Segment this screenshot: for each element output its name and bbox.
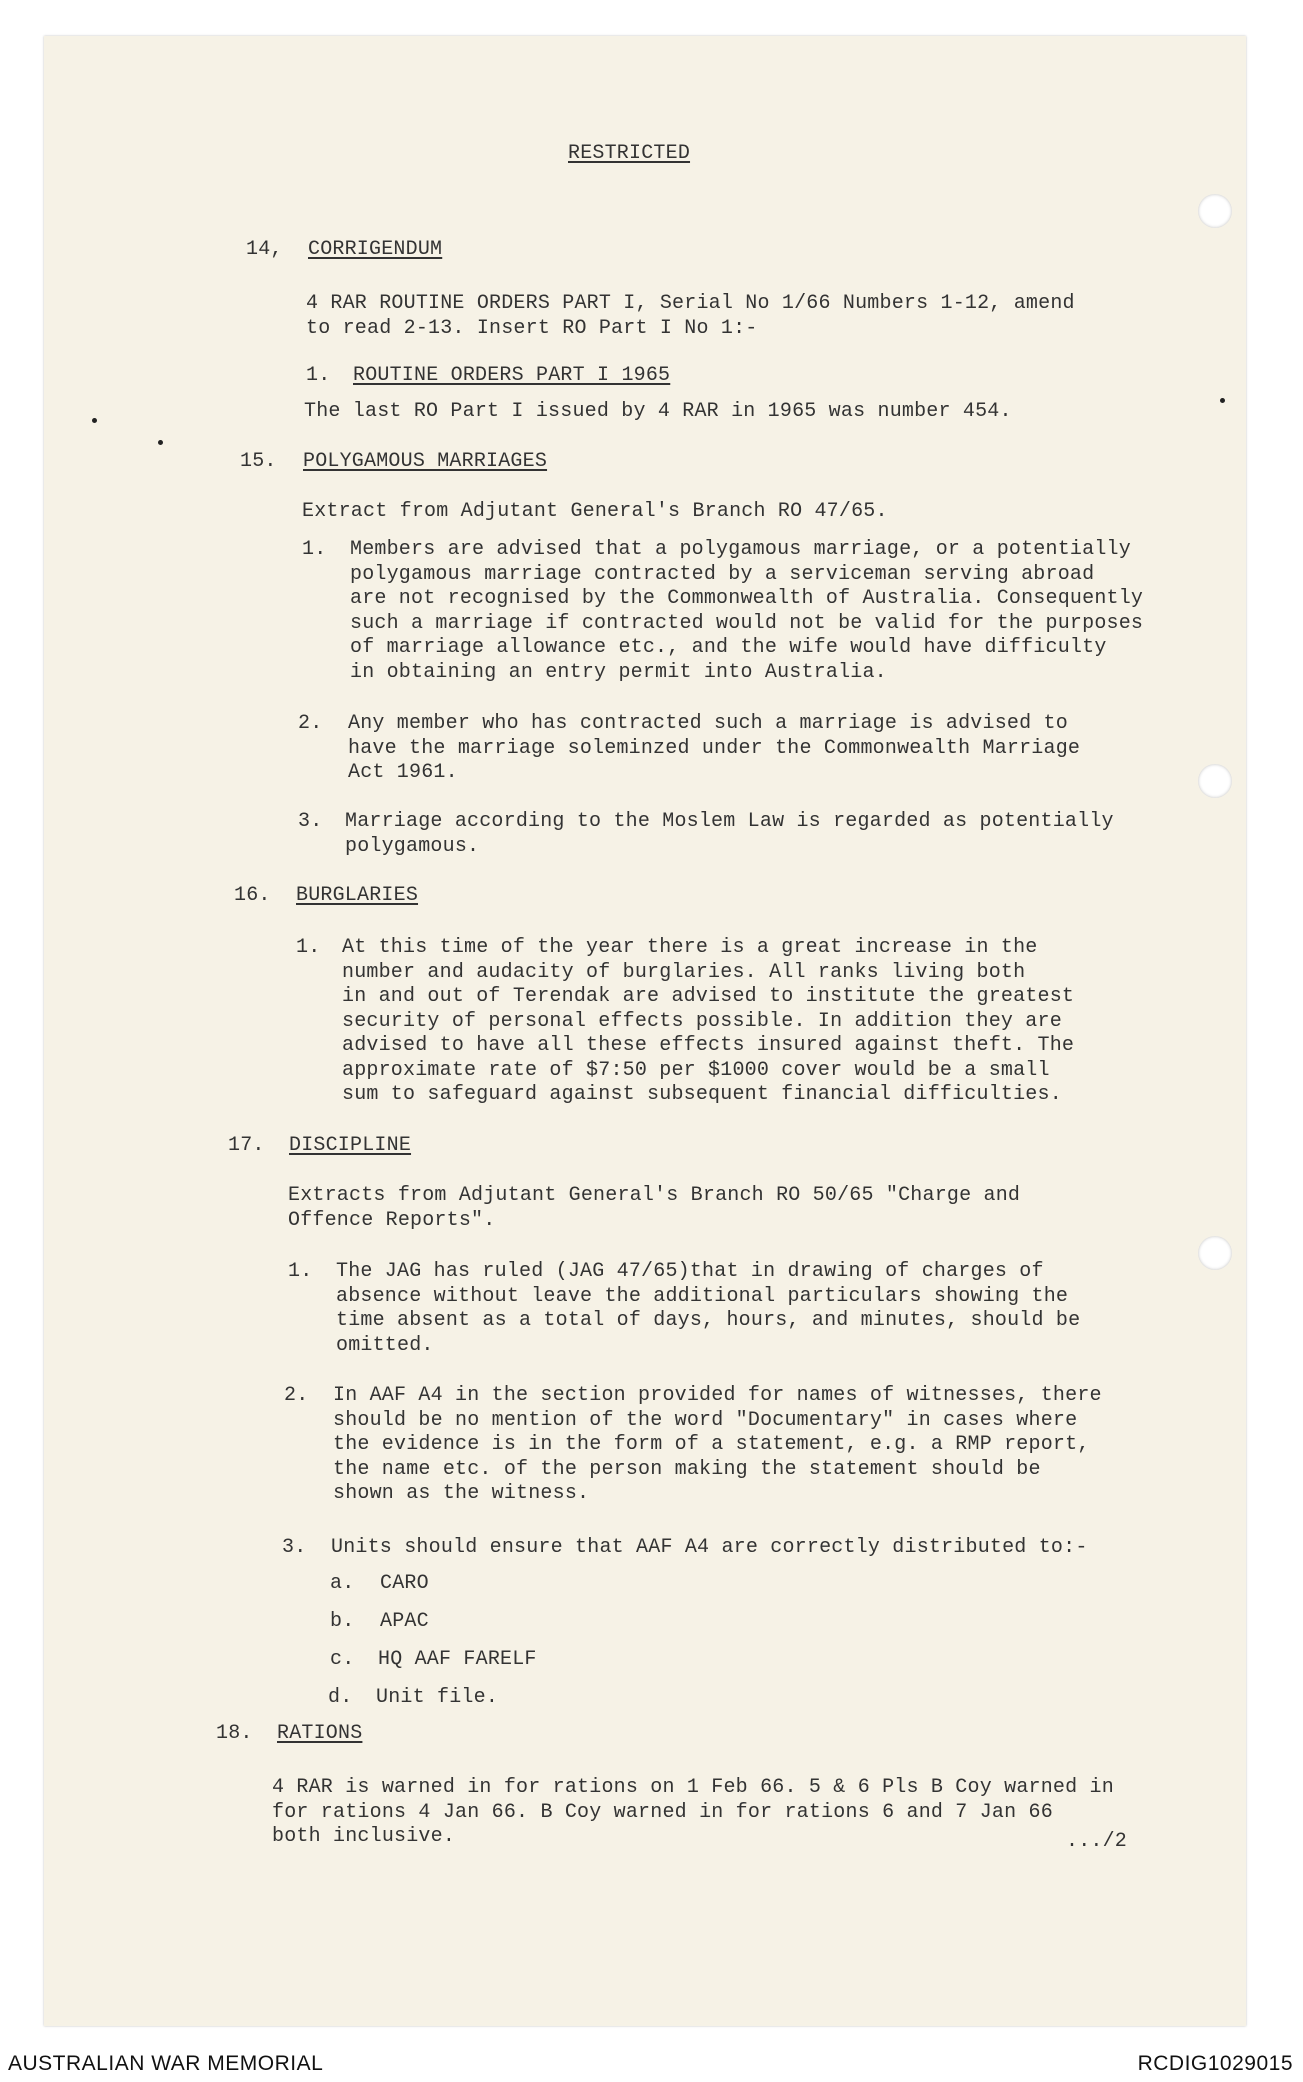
ink-dot	[158, 440, 163, 445]
section-18-title: RATIONS	[277, 1722, 363, 1745]
section-17-title: DISCIPLINE	[289, 1134, 412, 1157]
classification-heading: RESTRICTED	[568, 142, 691, 165]
section-15-para-1-number: 1.	[302, 538, 327, 561]
section-16-number: 16.	[234, 884, 271, 907]
section-16-para-1-text: At this time of the year there is a great increase in the number and audacity of burglaries. All ranks living both in and out of Terendak are advised to institute the greatest security of personal effects possible. In addition they are advised to have all these effects insured against theft. The approximate rate of $7:50 per $1000 cover would be a small sum to safeguard against subsequent financial difficulties.	[342, 936, 1075, 1106]
section-15-para-2-text: Any member who has contracted such a marriage is advised to have the marriage soleminzed under the Commonwealth Marriage Act 1961.	[348, 712, 1081, 784]
section-14-title: CORRIGENDUM	[308, 238, 443, 261]
section-15-title: POLYGAMOUS MARRIAGES	[303, 450, 548, 473]
distribution-item-letter: b.	[330, 1610, 355, 1633]
section-14-number: 14,	[246, 238, 283, 261]
distribution-item-text: HQ AAF FARELF	[378, 1648, 537, 1671]
distribution-item-text: APAC	[380, 1610, 429, 1633]
section-15-para-3-text: Marriage according to the Moslem Law is regarded as potentially polygamous.	[345, 810, 1114, 858]
section-17-para-2-number: 2.	[284, 1384, 309, 1407]
section-15-para-1-text: Members are advised that a polygamous marriage, or a potentially polygamous marriage contracted by a serviceman serving abroad are not recognised by the Commonwealth of Australia. Consequently such a marriage if contracted would not be valid for the purposes of marriage allowance etc., and the wife would have difficulty in obtaining an entry permit into Australia.	[350, 538, 1144, 684]
section-16-title: BURGLARIES	[296, 884, 419, 907]
distribution-item-letter: a.	[330, 1572, 355, 1595]
section-14-item-number: 1.	[306, 364, 331, 387]
section-17-number: 17.	[228, 1134, 265, 1157]
ink-dot	[1220, 398, 1225, 403]
section-17-intro: Extracts from Adjutant General's Branch RO 50/65 "Charge and Offence Reports".	[288, 1184, 1021, 1232]
footer-institution: AUSTRALIAN WAR MEMORIAL	[8, 2052, 324, 2075]
section-14-intro: 4 RAR ROUTINE ORDERS PART I, Serial No 1/66 Numbers 1-12, amend to read 2-13. Insert RO Part I No 1:-	[306, 292, 1075, 340]
section-15-intro: Extract from Adjutant General's Branch RO 47/65.	[302, 500, 888, 523]
section-16-para-1-number: 1.	[296, 936, 321, 959]
distribution-item-letter: d.	[328, 1686, 353, 1709]
punch-hole-bottom	[1198, 1236, 1232, 1270]
section-17-para-3-text: Units should ensure that AAF A4 are correctly distributed to:-	[331, 1536, 1088, 1559]
distribution-item-text: Unit file.	[376, 1686, 499, 1709]
section-14-item-title: ROUTINE ORDERS PART I 1965	[353, 364, 671, 387]
footer-reference: RCDIG1029015	[1137, 2052, 1293, 2075]
distribution-item-text: CARO	[380, 1572, 429, 1595]
continuation-marker: .../2	[1066, 1830, 1128, 1853]
section-17-para-1-text: The JAG has ruled (JAG 47/65)that in drawing of charges of absence without leave the additional particulars showing the time absent as a total of days, hours, and minutes, should be omitted.	[336, 1260, 1081, 1357]
section-17-para-2-text: In AAF A4 in the section provided for names of witnesses, there should be no mention of the word "Documentary" in cases where the evidence is in the form of a statement, e.g. a RMP report, the name etc. of the person making the statement should be shown as the witness.	[333, 1384, 1102, 1505]
section-17-para-1-number: 1.	[288, 1260, 313, 1283]
punch-hole-middle	[1198, 764, 1232, 798]
section-18-text: 4 RAR is warned in for rations on 1 Feb 66. 5 & 6 Pls B Coy warned in for rations 4 Jan 66. B Coy warned in for rations 6 and 7 Jan 66 both inclusive.	[272, 1776, 1114, 1848]
section-17-para-3-number: 3.	[282, 1536, 307, 1559]
punch-hole-top	[1198, 194, 1232, 228]
distribution-item-letter: c.	[330, 1648, 355, 1671]
section-15-para-3-number: 3.	[298, 810, 323, 833]
section-18-number: 18.	[216, 1722, 253, 1745]
section-15-number: 15.	[240, 450, 277, 473]
section-14-item-text: The last RO Part I issued by 4 RAR in 1965 was number 454.	[304, 400, 1012, 423]
ink-dot	[92, 418, 97, 423]
section-15-para-2-number: 2.	[298, 712, 323, 735]
